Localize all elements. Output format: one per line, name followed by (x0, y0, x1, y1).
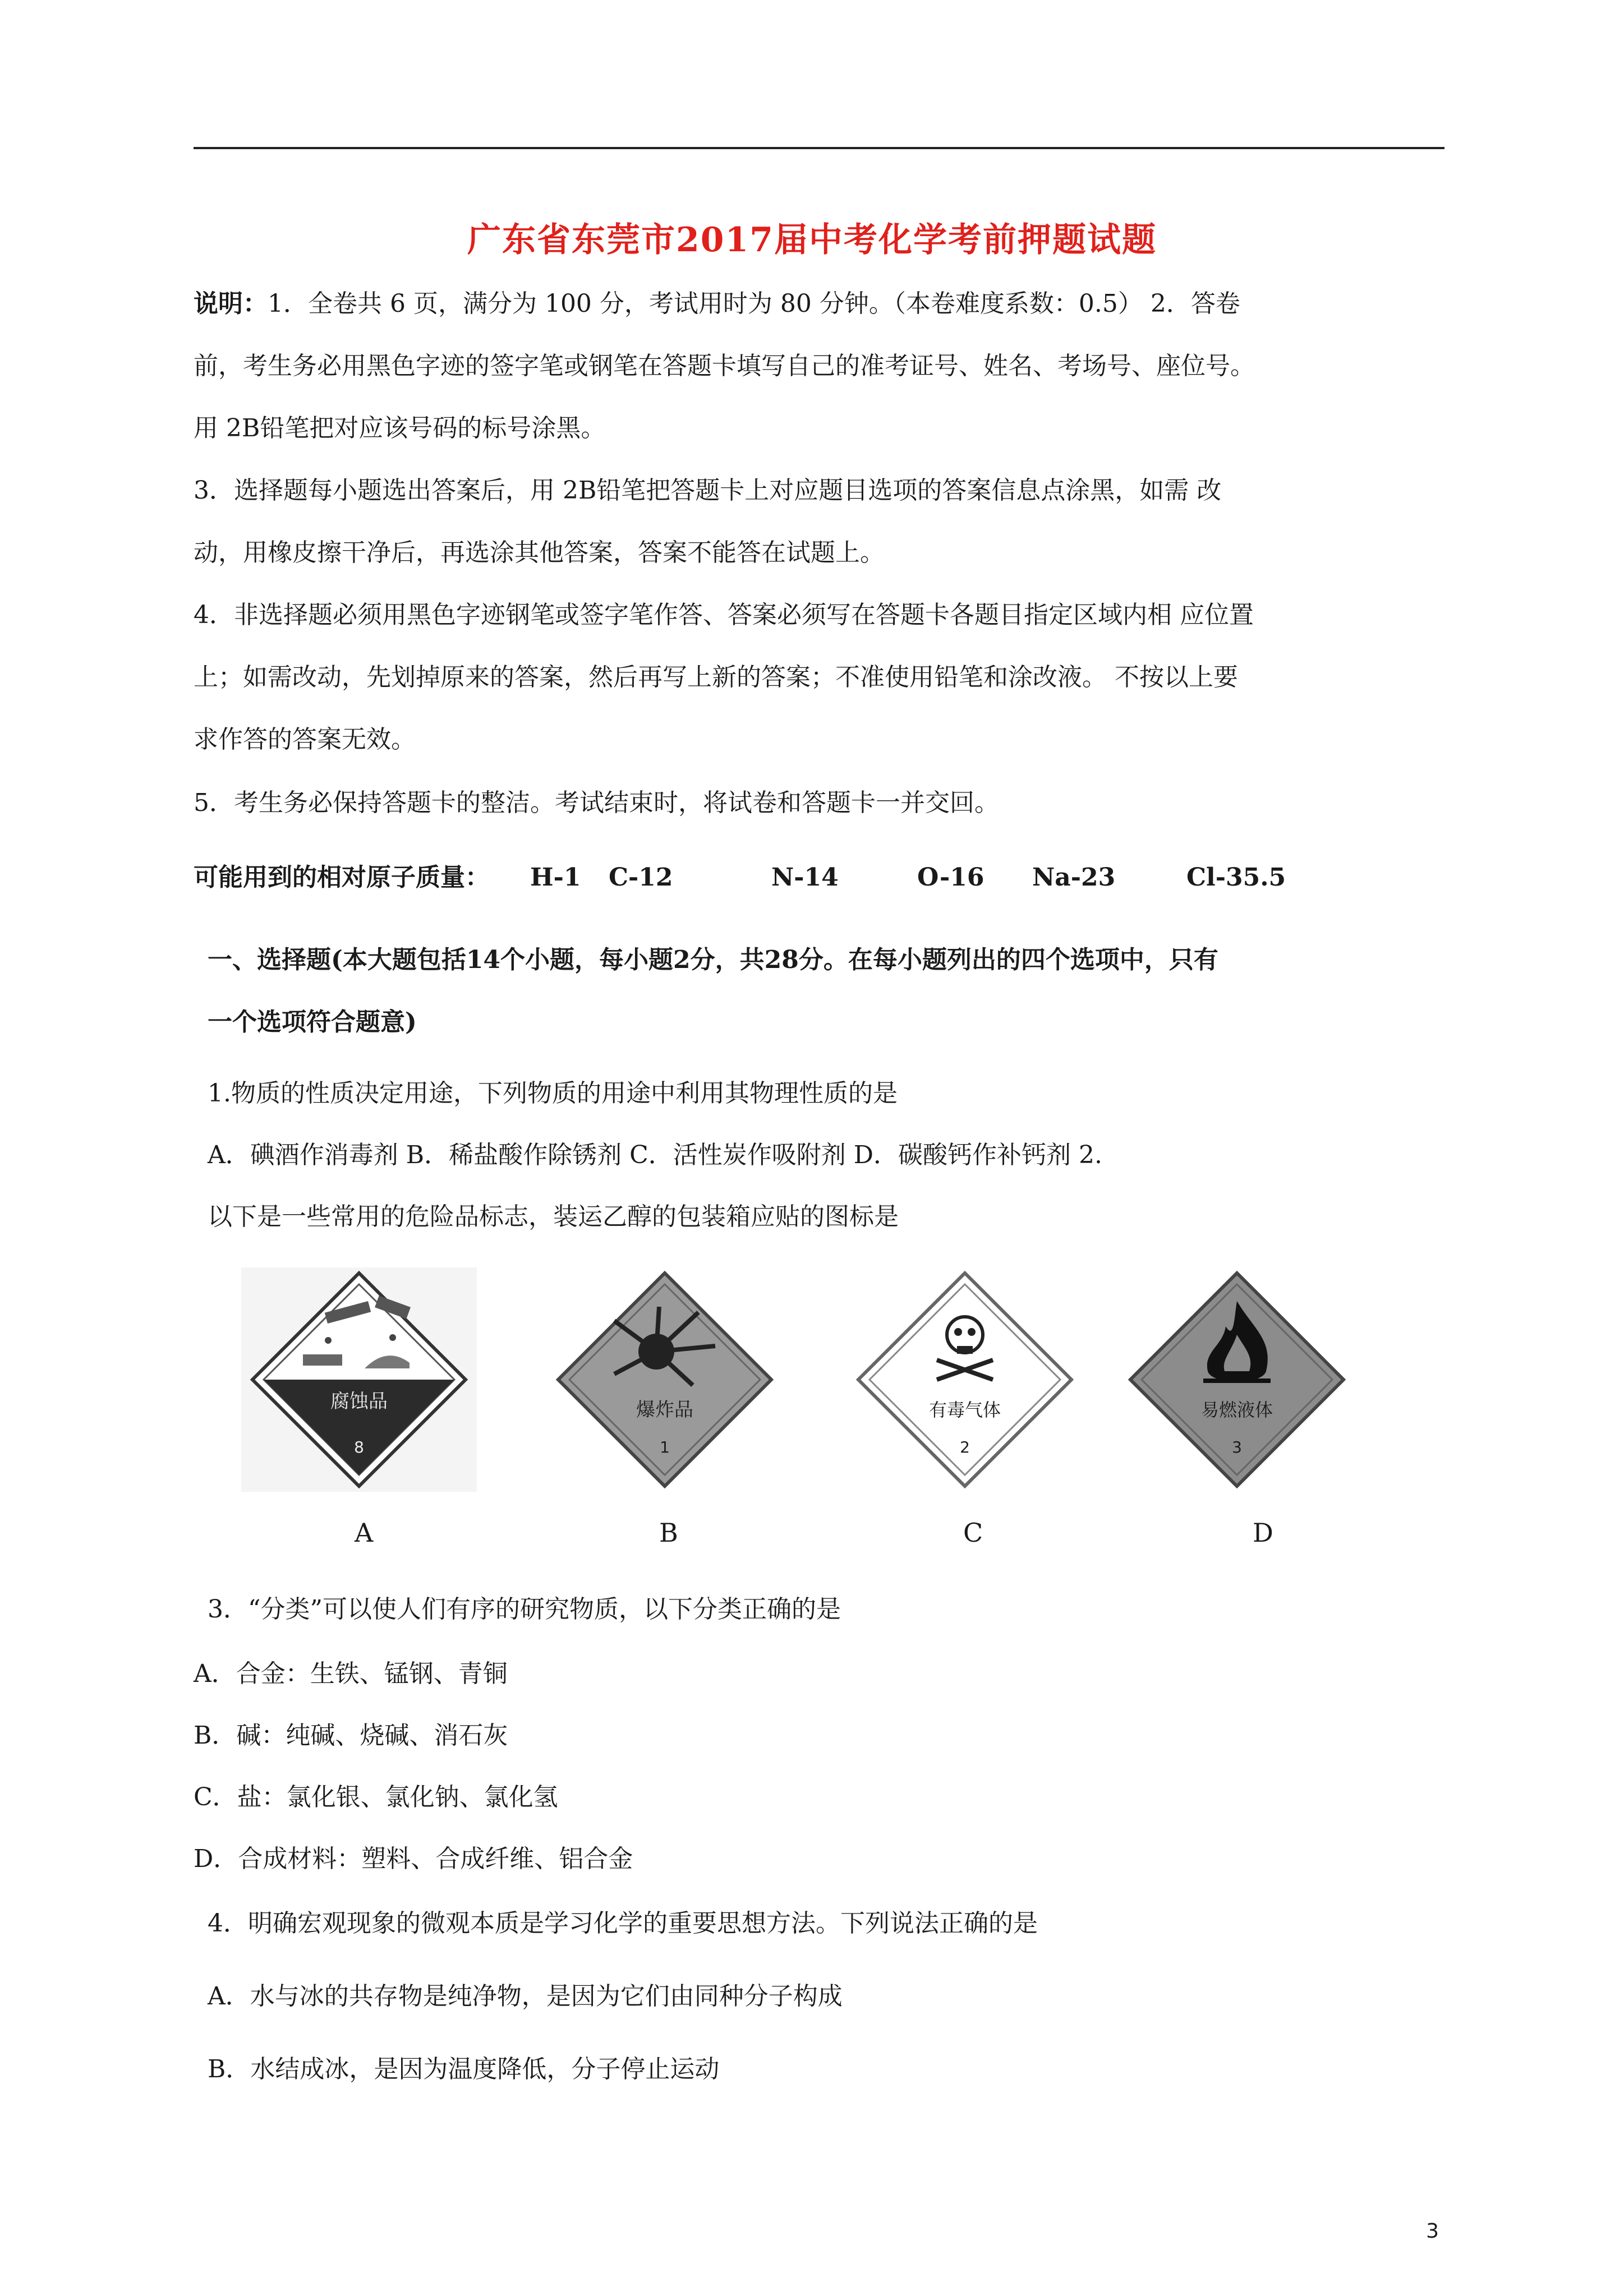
section1-header-line-2: 一个选项符合题意) (208, 1008, 417, 1036)
section1-header-line-1: 一、选择题(本大题包括14个小题，每小题2分，共28分。在每小题列出的四个选项中，只有 (208, 946, 1218, 974)
atomic-mass-n: N-14 (771, 863, 839, 892)
sign-label-a: 腐蚀品 (330, 1390, 388, 1413)
sign-option-d: D (1253, 1518, 1273, 1548)
sign-class-b: 1 (660, 1438, 670, 1456)
instructions-line-3: 用 2B铅笔把对应该号码的标号涂黑。 (194, 414, 606, 442)
corrosive-sign-icon (241, 1267, 477, 1492)
explosive-sign-icon (547, 1267, 783, 1492)
sign-label-d: 易燃液体 (1200, 1399, 1273, 1421)
atomic-mass-h: H-1 (530, 863, 581, 892)
atomic-mass-cl: Cl-35.5 (1186, 863, 1286, 892)
atomic-mass-c: C-12 (609, 863, 673, 892)
instructions-line-9: 5．考生务必保持答题卡的整洁。考试结束时，将试卷和答题卡一并交回。 (194, 789, 999, 817)
instructions-line-6: 4．非选择题必须用黑色字迹钢笔或签字笔作答、答案必须写在答题卡各题目指定区域内相 应位置 (194, 601, 1254, 629)
instructions-label: 说明： (194, 289, 268, 318)
atomic-mass-o: O-16 (917, 863, 984, 892)
toxic-gas-sign-icon (847, 1267, 1083, 1492)
q4-stem: 4．明确宏观现象的微观本质是学习化学的重要思想方法。下列说法正确的是 (208, 1909, 1038, 1938)
q3-option-b: B．碱：纯碱、烧碱、消石灰 (194, 1721, 508, 1750)
page-title: 广东省东莞市2017届中考化学考前押题试题 (467, 220, 1157, 260)
sign-class-d: 3 (1232, 1438, 1242, 1456)
q4-option-b: B．水结成冰，是因为温度降低，分子停止运动 (208, 2055, 720, 2083)
instructions-line-5: 动，用橡皮擦干净后，再选涂其他答案，答案不能答在试题上。 (194, 538, 885, 567)
atomic-mass-na: Na-23 (1032, 863, 1116, 892)
q1-stem: 1.物质的性质决定用途，下列物质的用途中利用其物理性质的是 (208, 1079, 898, 1108)
sign-option-a: A (355, 1518, 374, 1548)
sign-label-b: 爆炸品 (636, 1399, 693, 1421)
q1-options: A．碘酒作消毒剂 B．稀盐酸作除锈剂 C．活性炭作吸附剂 D．碳酸钙作补钙剂 2. (208, 1141, 1102, 1169)
q3-stem: 3．“分类”可以使人们有序的研究物质，以下分类正确的是 (208, 1595, 841, 1624)
instructions-line-8: 求作答的答案无效。 (194, 725, 416, 754)
instructions-line-4: 3．选择题每小题选出答案后，用 2B铅笔把答题卡上对应题目选项的答案信息点涂黑，如需 改 (194, 476, 1222, 505)
q3-option-d: D．合成材料：塑料、合成纤维、铝合金 (194, 1845, 633, 1873)
q3-option-c: C．盐：氯化银、氯化钠、氯化氢 (194, 1783, 558, 1811)
sign-class-c: 2 (960, 1438, 970, 1456)
sign-option-b: B (659, 1518, 678, 1548)
sign-option-c: C (963, 1518, 983, 1548)
q4-option-a: A．水与冰的共存物是纯净物，是因为它们由同种分子构成 (208, 1982, 843, 2011)
instructions-line-1: 说明：1．全卷共 6 页，满分为 100 分，考试用时为 80 分钟。（本卷难度系数：0.5） 2．答卷 (194, 289, 1240, 318)
q2-stem: 以下是一些常用的危险品标志，装运乙醇的包装箱应贴的图标是 (208, 1202, 899, 1231)
instructions-line-7: 上；如需改动，先划掉原来的答案，然后再写上新的答案；不准使用铅笔和涂改液。 不按以上要 (194, 663, 1238, 691)
page-number: 3 (1426, 2220, 1439, 2243)
header-rule (194, 147, 1444, 149)
sign-label-c: 有毒气体 (928, 1399, 1001, 1421)
instructions-line-2: 前，考生务必用黑色字迹的签字笔或钢笔在答题卡填写自己的准考证号、姓名、考场号、座位号。 (194, 352, 1255, 380)
atomic-masses-label: 可能用到的相对原子质量： (194, 863, 490, 892)
q3-option-a: A．合金：生铁、锰钢、青铜 (194, 1659, 508, 1688)
flammable-liquid-sign-icon (1119, 1267, 1355, 1492)
sign-class-a: 8 (354, 1438, 364, 1456)
